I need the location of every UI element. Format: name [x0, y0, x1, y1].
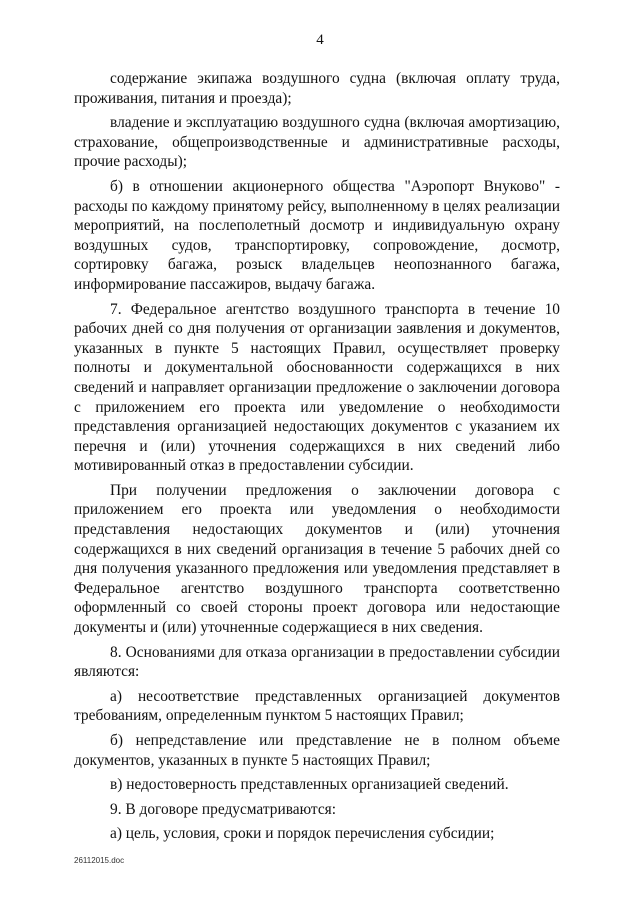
- paragraph-vnukovo-airport: б) в отношении акционерного общества "Аэропорт Внуково" - расходы по каждому принятому рейсу, выполненному в целях реализации мероприятий, на послеполетный досмотр и индивидуальную охрану воздушных судов, транспортировку, сопровождение, досмотр, сортировку багажа, розыск владельцев неопознанного багажа, информирование пассажиров, выдачу багажа.: [74, 177, 560, 293]
- paragraph-aircraft-ownership: владение и эксплуатацию воздушного судна (включая амортизацию, страхование, общепроизводственные и административные расходы, прочие расходы);: [74, 114, 560, 171]
- paragraph-item-7: 7. Федеральное агентство воздушного транспорта в течение 10 рабочих дней со дня получения от организации заявления и документов, указанных в пункте 5 настоящих Правил, осуществляет проверку полноты и документальной обоснованности содержащихся в них сведений и направляет организации предложение о заключении договора с приложением его проекта или уведомление о необходимости представления организацией недостающих документов с указанием их перечня и (или) уточнения содержащихся в них сведений либо мотивированный отказ в предоставлении субсидии.: [74, 300, 560, 475]
- paragraph-item-8b: б) непредставление или представление не в полном объеме документов, указанных в пункте 5 настоящих Правил;: [74, 732, 560, 769]
- paragraph-contract-proposal: При получении предложения о заключении договора с приложением его проекта или уведомления о необходимости представления недостающих документов и (или) уточнения содержащихся в них сведений организация в течение 5 рабочих дней со дня получения указанного предложения или уведомления представляет в Федеральное агентство воздушного транспорта соответственно оформленный со своей стороны проект договора или недостающие документы и (или) уточненные содержащиеся в них сведения.: [74, 481, 560, 637]
- paragraph-item-9a: а) цель, условия, сроки и порядок перечисления субсидии;: [110, 825, 495, 843]
- paragraph-item-8: 8. Основаниями для отказа организации в предоставлении субсидии являются:: [74, 643, 560, 681]
- footer-filename: 26112015.doc: [74, 856, 125, 865]
- document-body: [74, 69, 560, 844]
- page-number: 4: [316, 32, 324, 48]
- paragraph-item-9: 9. В договоре предусматриваются:: [110, 800, 337, 818]
- paragraph-item-8c: в) недостоверность представленных организацией сведений.: [110, 776, 509, 794]
- paragraph-item-8a: а) несоответствие представленных организацией документов требованиям, определенным пунктом 5 настоящих Правил;: [74, 687, 560, 725]
- paragraph-crew-costs: содержание экипажа воздушного судна (включая оплату труда, проживания, питания и проезда);: [74, 70, 560, 107]
